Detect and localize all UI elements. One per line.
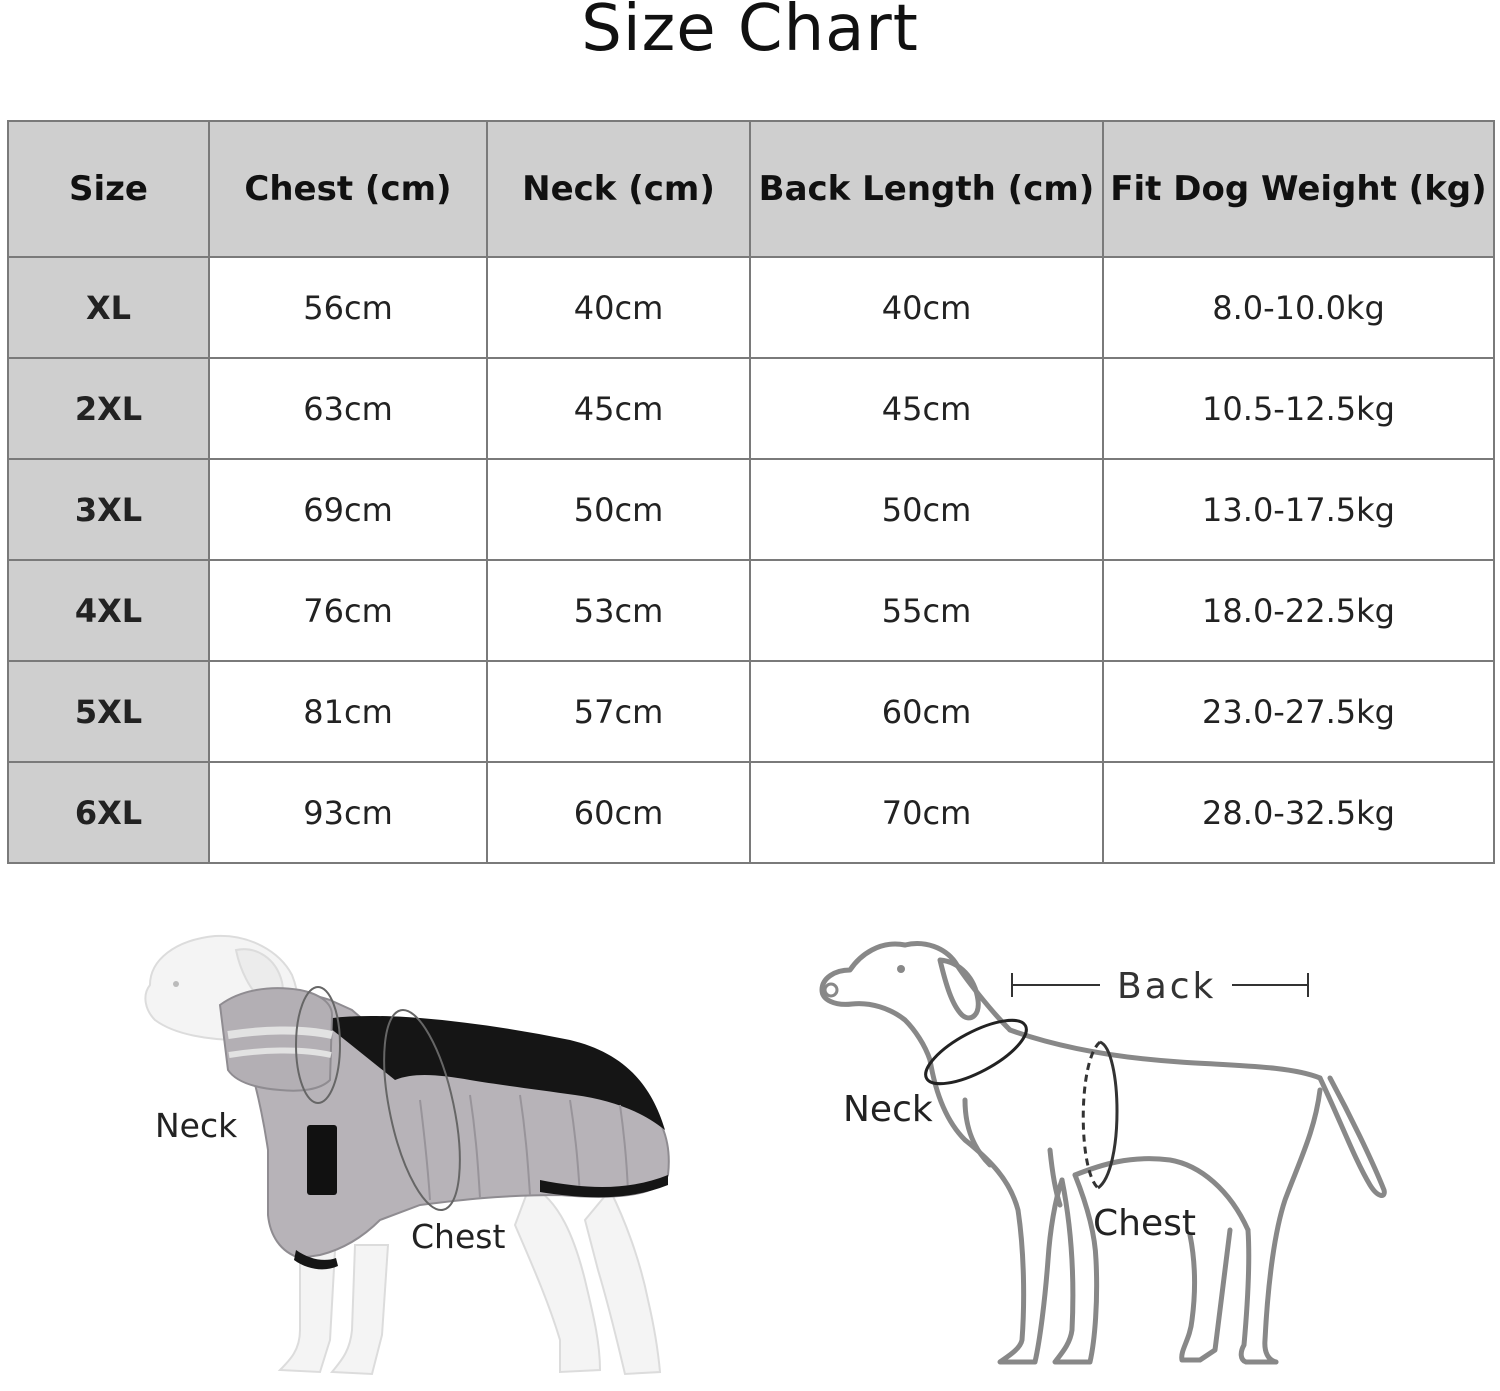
table-row <box>8 358 1494 459</box>
size-cell: 2XL <box>8 358 209 459</box>
weight-cell: 8.0-10.0kg <box>1103 257 1494 358</box>
weight-cell: 13.0-17.5kg <box>1103 459 1494 560</box>
header-neck: Neck (cm) <box>487 121 750 257</box>
weight-cell: 18.0-22.5kg <box>1103 560 1494 661</box>
back-length-cell: 60cm <box>750 661 1103 762</box>
back-length-cell: 55cm <box>750 560 1103 661</box>
diagram-neck-label: Neck <box>843 1089 933 1130</box>
weight-cell: 28.0-32.5kg <box>1103 762 1494 863</box>
weight-cell: 10.5-12.5kg <box>1103 358 1494 459</box>
dog-outline-diagram <box>822 944 1384 1362</box>
back-length-cell: 40cm <box>750 257 1103 358</box>
back-length-cell: 50cm <box>750 459 1103 560</box>
header-dog-weight: Fit Dog Weight (kg) <box>1103 121 1494 257</box>
neck-measure-ellipse <box>917 1008 1035 1096</box>
chest-cell: 63cm <box>209 358 487 459</box>
size-cell: 6XL <box>8 762 209 863</box>
page-title: Size Chart <box>581 0 919 66</box>
size-cell: 4XL <box>8 560 209 661</box>
size-cell: 5XL <box>8 661 209 762</box>
photo-neck-label: Neck <box>155 1106 238 1145</box>
table-row <box>8 459 1494 560</box>
chest-cell: 69cm <box>209 459 487 560</box>
back-length-cell: 45cm <box>750 358 1103 459</box>
diagram-chest-label: Chest <box>1093 1203 1196 1244</box>
dog-coat-photo <box>145 936 668 1374</box>
chest-cell: 56cm <box>209 257 487 358</box>
diagram-back-label: Back <box>1117 966 1217 1007</box>
table-row <box>8 661 1494 762</box>
table-header-row <box>8 121 1494 257</box>
header-chest: Chest (cm) <box>209 121 487 257</box>
chest-cell: 93cm <box>209 762 487 863</box>
neck-cell: 53cm <box>487 560 750 661</box>
header-back-length: Back Length (cm) <box>750 121 1103 257</box>
neck-cell: 57cm <box>487 661 750 762</box>
size-cell: XL <box>8 257 209 358</box>
neck-cell: 60cm <box>487 762 750 863</box>
measurement-illustrations <box>0 900 1500 1391</box>
neck-cell: 45cm <box>487 358 750 459</box>
chest-cell: 81cm <box>209 661 487 762</box>
size-cell: 3XL <box>8 459 209 560</box>
back-length-cell: 70cm <box>750 762 1103 863</box>
header-size: Size <box>8 121 209 257</box>
photo-chest-label: Chest <box>411 1217 506 1256</box>
table-row <box>8 257 1494 358</box>
neck-cell: 40cm <box>487 257 750 358</box>
weight-cell: 23.0-27.5kg <box>1103 661 1494 762</box>
chest-cell: 76cm <box>209 560 487 661</box>
table-row <box>8 560 1494 661</box>
table-row <box>8 762 1494 863</box>
neck-cell: 50cm <box>487 459 750 560</box>
size-table <box>7 120 1495 864</box>
